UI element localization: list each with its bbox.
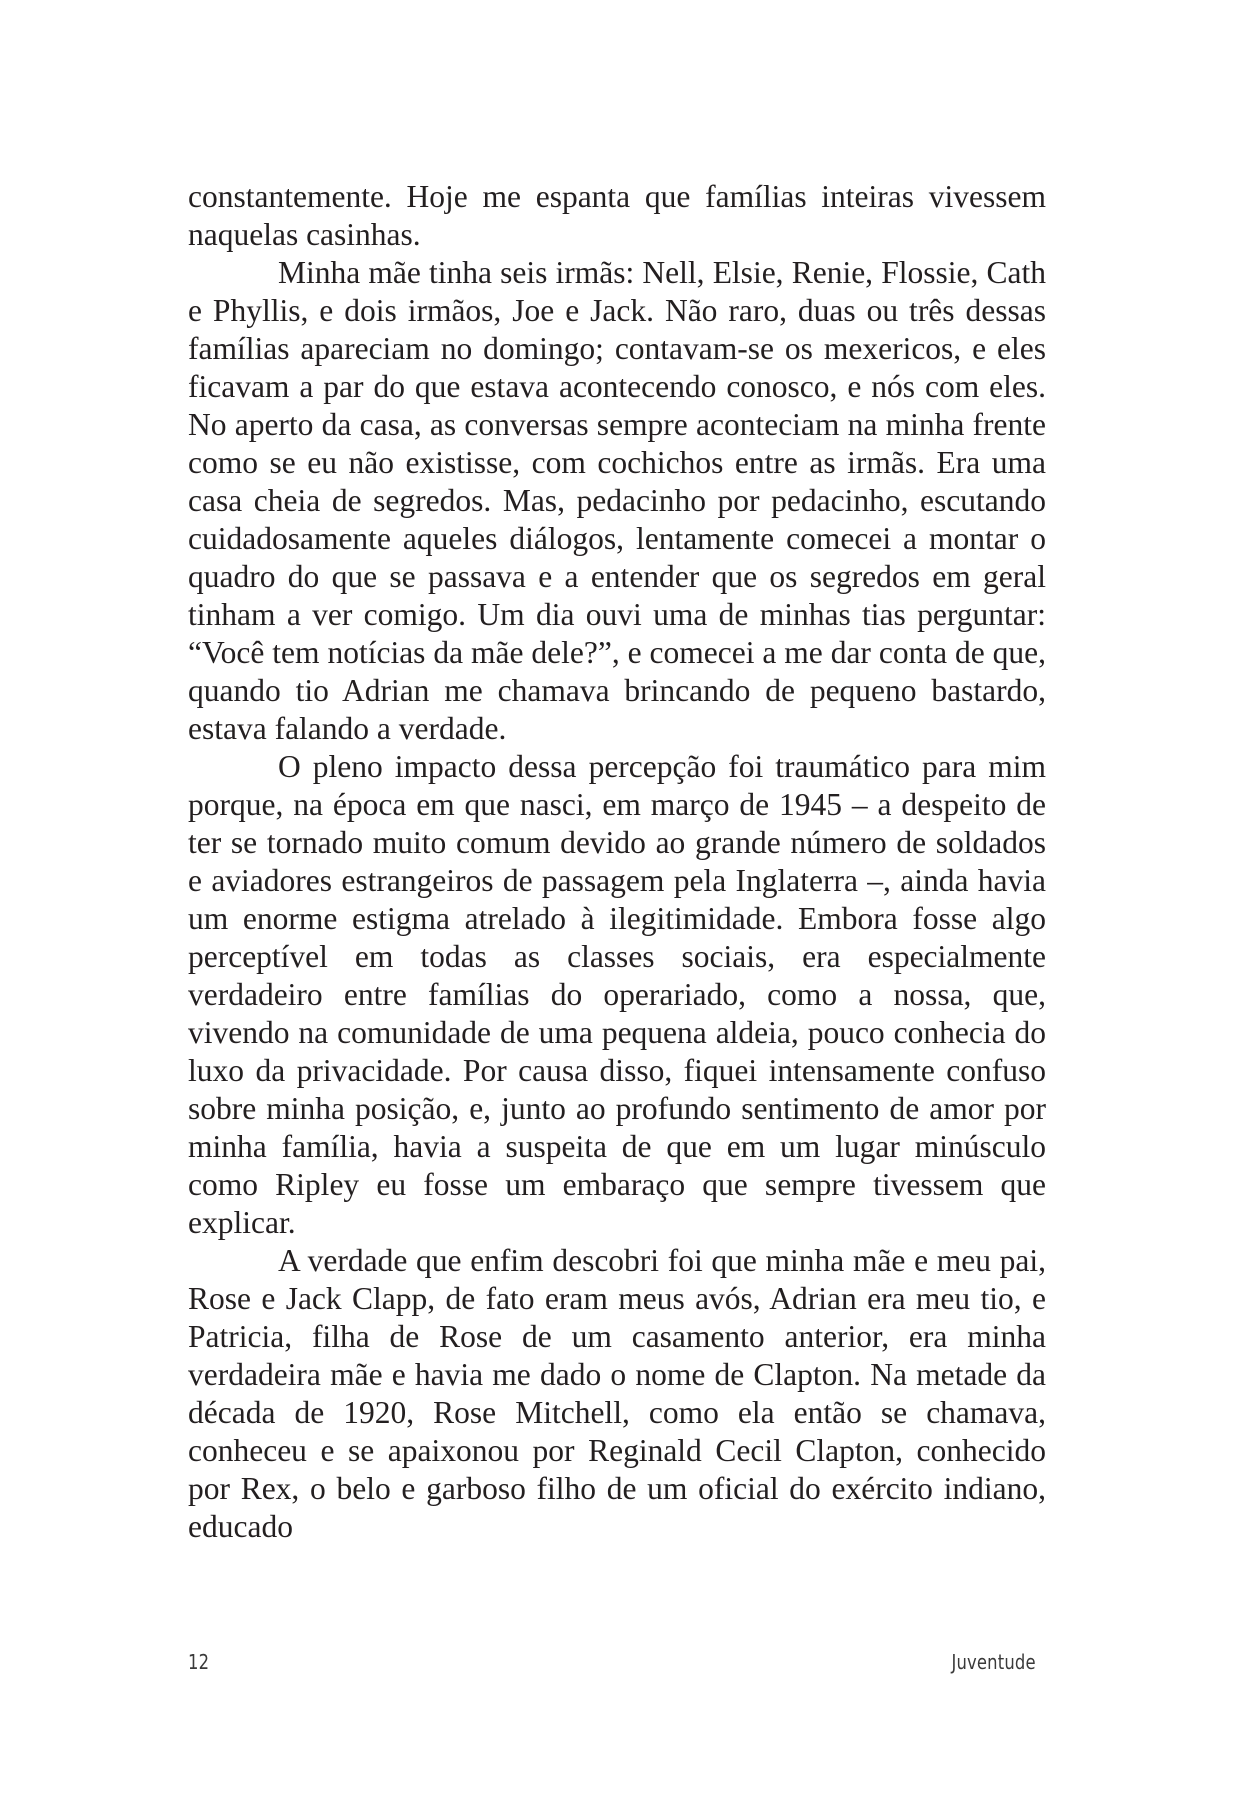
paragraph-continuation: constantemente. Hoje me espanta que famílias inteiras vivessem naquelas casinhas. <box>188 179 1046 252</box>
paragraph: A verdade que enfim descobri foi que minha mãe e meu pai, Rose e Jack Clapp, de fato eram meus avós, Adrian era meu tio, e Patricia, filha de Rose de um casamento anterior, era minha verdadeira mãe e havia me dado o nome de Clapton. Na metade da década de 1920, Rose Mitchell, como ela então se chamava, conheceu e se apaixonou por Reginald Cecil Clapton, conhecido por Rex, o belo e garboso filho de um oficial do exército indiano, educado <box>188 1243 1046 1544</box>
body-text <box>188 178 1046 1546</box>
paragraph: Minha mãe tinha seis irmãs: Nell, Elsie, Renie, Flossie, Cath e Phyllis, e dois irmãos, Joe e Jack. Não raro, duas ou três dessas famílias apareciam no domingo; contavam-se os mexericos, e eles ficavam a par do que estava acontecendo conosco, e nós com eles. No aperto da casa, as conversas sempre aconteciam na minha frente como se eu não existisse, com cochichos entre as irmãs. Era uma casa cheia de segredos. Mas, pedacinho por pedacinho, escutando cuidadosamente aqueles diálogos, lentamente comecei a montar o quadro do que se passava e a entender que os segredos em geral tinham a ver comigo. Um dia ouvi uma de minhas tias perguntar: “Você tem notícias da mãe dele?”, e comecei a me dar conta de que, quando tio Adrian me chamava brincando de pequeno bastardo, estava falando a verdade. <box>188 255 1046 746</box>
page-number: 12 <box>188 1650 210 1674</box>
paragraph: O pleno impacto dessa percepção foi traumático para mim porque, na época em que nasci, em março de 1945 – a despeito de ter se tornado muito comum devido ao grande número de soldados e aviadores estrangeiros de passagem pela Inglaterra –, ainda havia um enorme estigma atrelado à ilegitimidade. Embora fosse algo perceptível em todas as classes sociais, era especialmente verdadeiro entre famílias do operariado, como a nossa, que, vivendo na comunidade de uma pequena aldeia, pouco conhecia do luxo da privacidade. Por causa disso, fiquei intensamente confuso sobre minha posição, e, junto ao profundo sentimento de amor por minha família, havia a suspeita de que em um lugar minúsculo como Ripley eu fosse um embaraço que sempre tivessem que explicar. <box>188 749 1046 1240</box>
running-title: Juventude <box>951 1650 1036 1674</box>
